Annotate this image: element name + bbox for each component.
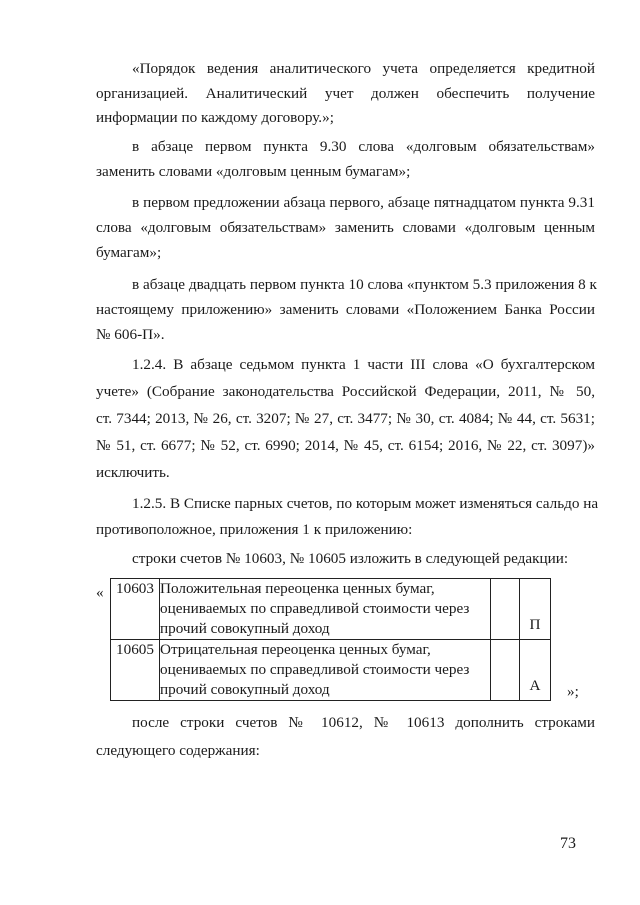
text-line: слова «долговым обязательствам» заменить словами «долговым ценным (96, 219, 595, 236)
quote-open: « (96, 584, 104, 601)
text-line: в первом предложении абзаца первого, абзаце пятнадцатом пункта 9.31 (132, 194, 595, 211)
text-line: строки счетов № 10603, № 10605 изложить в следующей редакции: (132, 550, 569, 567)
account-description: Положительная переоценка ценных бумаг, оцениваемых по справедливой стоимости через прочий совокупный доход (160, 579, 491, 640)
text-line: в абзаце двадцать первом пункта 10 слова «пунктом 5.3 приложения 8 к (132, 276, 597, 293)
account-number: 10605 (111, 640, 160, 701)
text-line: бумагам»; (96, 244, 162, 261)
text-line: заменить словами «долговым ценным бумагам»; (96, 163, 411, 180)
empty-cell (491, 579, 520, 640)
text-line: 1.2.4. В абзаце седьмом пункта 1 части III слова «О бухгалтерском (132, 356, 595, 373)
text-line: настоящему приложению» заменить словами «Положением Банка России (96, 301, 595, 318)
text-line: информации по каждому договору.»; (96, 109, 334, 126)
text-line: учете» (Собрание законодательства Российской Федерации, 2011, № 50, (96, 383, 595, 400)
quote-close: »; (567, 683, 579, 700)
text-line: ст. 7344; 2013, № 26, ст. 3207; № 27, ст. 3477; № 30, ст. 4084; № 44, ст. 5631; (96, 410, 595, 427)
text-line: организацией. Аналитический учет должен обеспечить получение (96, 85, 595, 102)
account-number: 10603 (111, 579, 160, 640)
text-line: «Порядок ведения аналитического учета определяется кредитной (132, 60, 595, 77)
account-type-mark: П (520, 579, 551, 640)
text-line: после строки счетов № 10612, № 10613 дополнить строками (132, 714, 595, 731)
table-row (111, 579, 551, 640)
text-line: противоположное, приложения 1 к приложению: (96, 521, 413, 538)
text-line: 1.2.5. В Списке парных счетов, по которым может изменяться сальдо на (132, 495, 599, 512)
text-line: № 606-П». (96, 326, 165, 343)
text-line: исключить. (96, 464, 170, 481)
page-number: 73 (560, 835, 576, 852)
empty-cell (491, 640, 520, 701)
account-description: Отрицательная переоценка ценных бумаг, оцениваемых по справедливой стоимости через прочий совокупный доход (160, 640, 491, 701)
text-line: № 51, ст. 6677; № 52, ст. 6990; 2014, № 45, ст. 6154; 2016, № 22, ст. 3097)» (96, 437, 595, 454)
accounts-table (110, 578, 551, 701)
account-type-mark: А (520, 640, 551, 701)
text-line: в абзаце первом пункта 9.30 слова «долговым обязательствам» (132, 138, 595, 155)
text-line: следующего содержания: (96, 742, 260, 759)
table-row (111, 640, 551, 701)
